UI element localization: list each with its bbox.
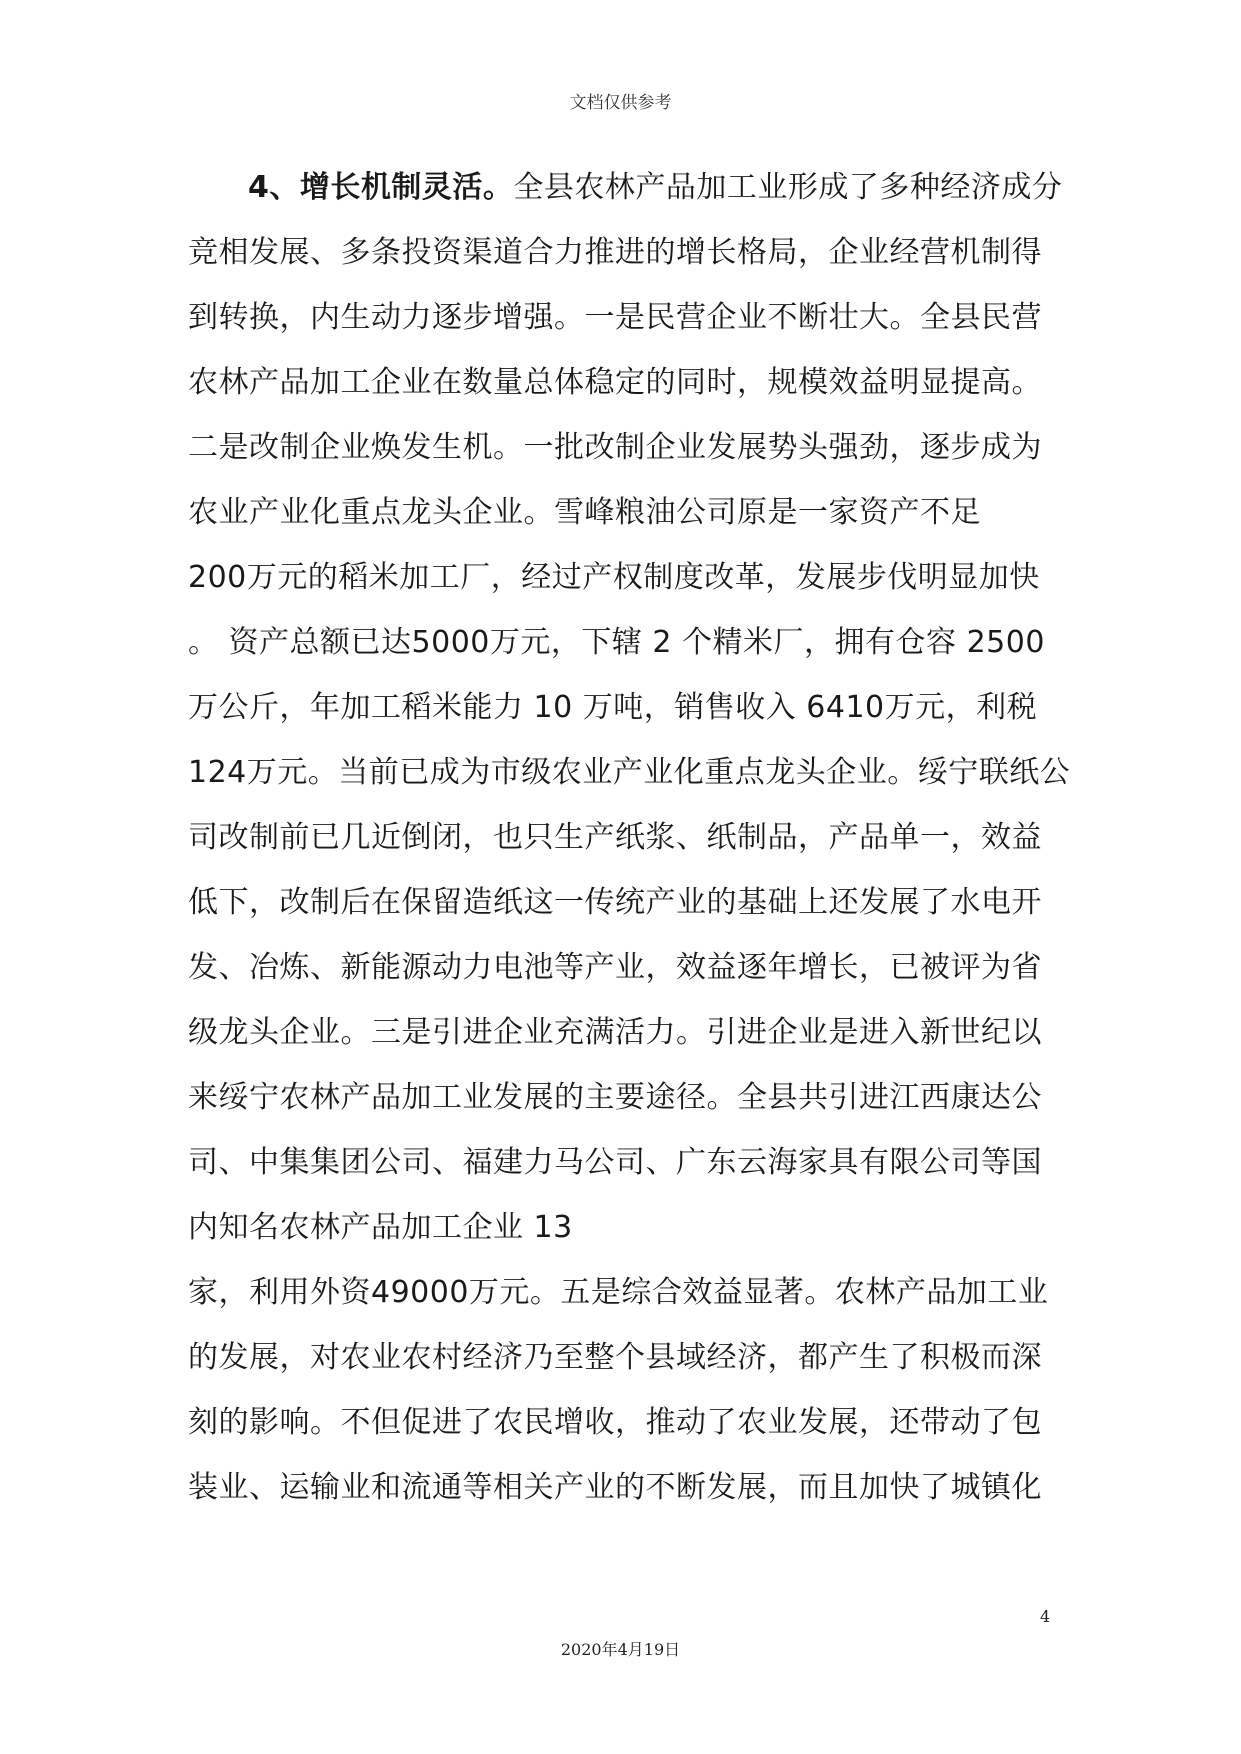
text-line: 发、冶炼、新能源动力电池等产业，效益逐年增长，已被评为省 [188, 950, 1042, 985]
text-line: 124万元。当前已成为市级农业产业化重点龙头企业。绥宁联纸公 [188, 755, 1071, 790]
text-line: 司、中集集团公司、福建力马公司、广东云海家具有限公司等国 [188, 1145, 1042, 1180]
text-line: 200万元的稻米加工厂，经过产权制度改革，发展步伐明显加快 [188, 560, 1040, 595]
text-line: 到转换，内生动力逐步增强。一是民营企业不断壮大。全县民营 [188, 300, 1042, 335]
text-line: 家，利用外资49000万元。五是综合效益显著。农林产品加工业 [188, 1275, 1049, 1310]
text-line: 内知名农林产品加工企业 13 [188, 1210, 573, 1245]
paragraph-first-line [188, 155, 1088, 220]
page-header: 文档仅供参考 [569, 93, 672, 113]
text-line: 。 资产总额已达5000万元，下辖 2 个精米厂，拥有仓容 2500 [188, 625, 1045, 660]
section-heading: 4、增长机制灵活。 [248, 170, 514, 205]
page-number: 4 [1040, 1607, 1051, 1626]
text-line: 装业、运输业和流通等相关产业的不断发展，而且加快了城镇化 [188, 1470, 1042, 1505]
text-line: 低下，改制后在保留造纸这一传统产业的基础上还发展了水电开 [188, 885, 1042, 920]
text-line: 级龙头企业。三是引进企业充满活力。引进企业是进入新世纪以 [188, 1015, 1042, 1050]
text-line: 农林产品加工企业在数量总体稳定的同时，规模效益明显提高。 [188, 365, 1042, 400]
text-line: 司改制前已几近倒闭，也只生产纸浆、纸制品，产品单一，效益 [188, 820, 1042, 855]
text-line: 来绥宁农林产品加工业发展的主要途径。全县共引进江西康达公 [188, 1080, 1042, 1115]
text-line: 竞相发展、多条投资渠道合力推进的增长格局，企业经营机制得 [188, 235, 1042, 270]
text-line: 的发展，对农业农村经济乃至整个县域经济，都产生了积极而深 [188, 1340, 1042, 1375]
page-date: 2020年4月19日 [560, 1640, 681, 1659]
text-line: 二是改制企业焕发生机。一批改制企业发展势头强劲，逐步成为 [188, 430, 1042, 465]
text-line: 万公斤，年加工稻米能力 10 万吨，销售收入 6410万元，利税 [188, 690, 1038, 725]
text-line: 刻的影响。不但促进了农民增收，推动了农业发展，还带动了包 [188, 1405, 1042, 1440]
text-line: 全县农林产品加工业形成了多种经济成分 [513, 170, 1063, 205]
text-line: 农业产业化重点龙头企业。雪峰粮油公司原是一家资产不足 [188, 495, 981, 530]
body-paragraph [188, 155, 1088, 1520]
